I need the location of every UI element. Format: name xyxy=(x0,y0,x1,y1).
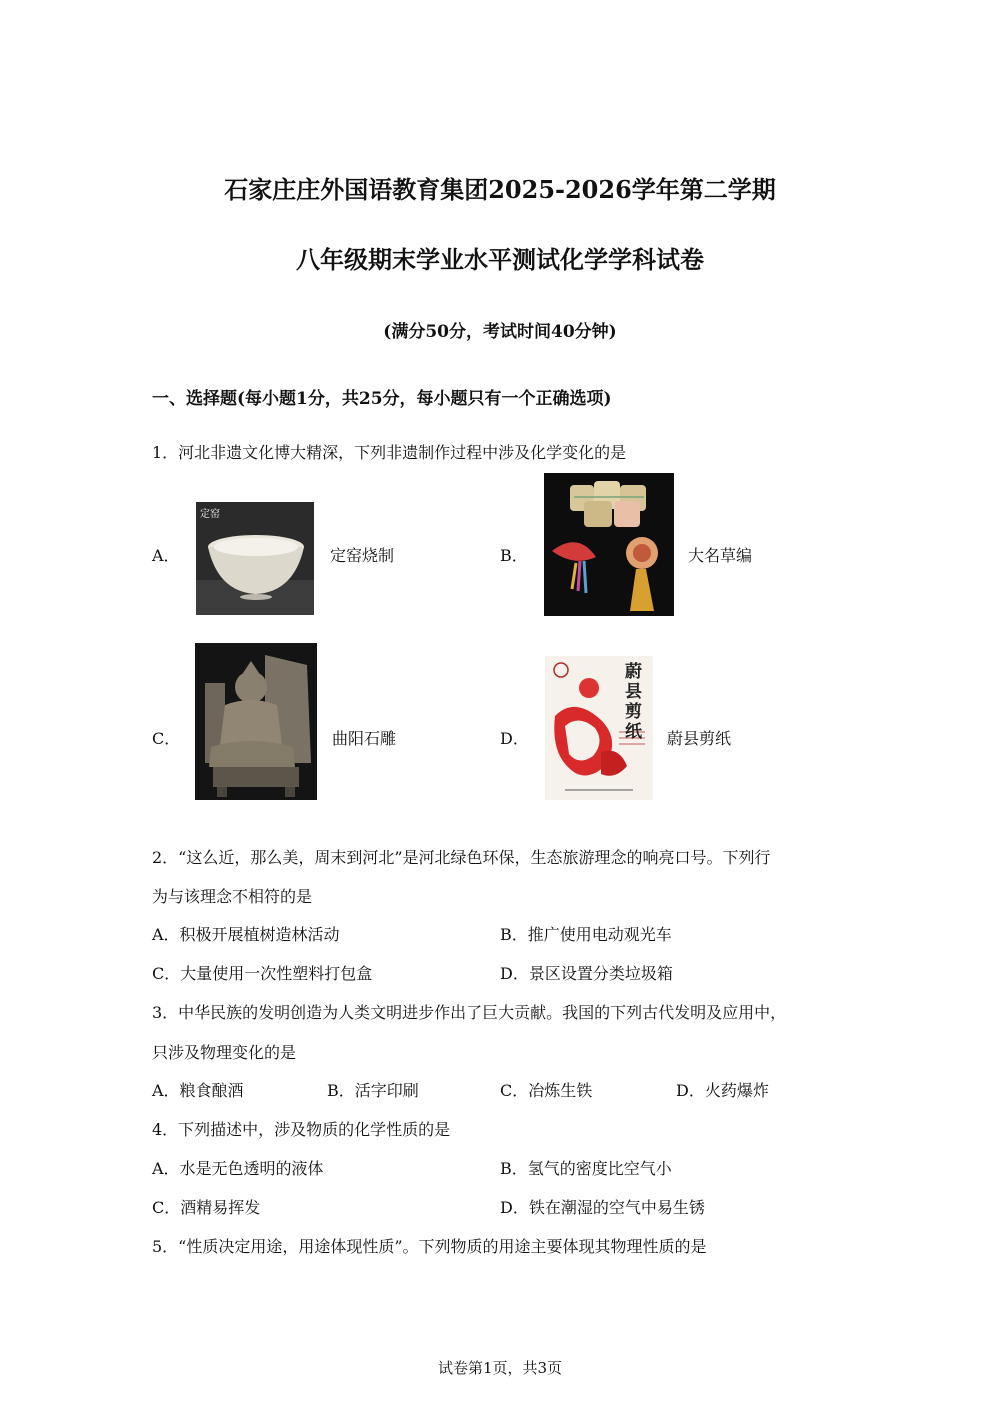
question-3-stem-line1: 3．中华民族的发明创造为人类文明进步作出了巨大贡献。我国的下列古代发明及应用中， xyxy=(152,1003,787,1022)
q3-option-a: A．粮食酿酒 xyxy=(152,1081,244,1100)
q1-option-d-letter: D． xyxy=(500,729,529,748)
q4-option-d: D．铁在潮湿的空气中易生锈 xyxy=(500,1198,705,1217)
question-2-stem-line1: 2．“这么近，那么美，周末到河北”是河北绿色环保，生态旅游理念的响亮口号。下列行 xyxy=(152,848,771,867)
page-footer: 试卷第1页，共3页 xyxy=(437,1359,563,1377)
exam-title-line1: 石家庄庄外国语教育集团2025-2026学年第二学期 xyxy=(224,175,776,204)
section-heading: 一、选择题(每小题1分，共25分，每小题只有一个正确选项) xyxy=(152,389,612,409)
q4-option-c: C．酒精易挥发 xyxy=(152,1198,261,1217)
question-2-stem-line2: 为与该理念不相符的是 xyxy=(152,887,313,906)
q3-option-b: B．活字印刷 xyxy=(327,1081,419,1100)
q2-option-c: C．大量使用一次性塑料打包盒 xyxy=(152,964,373,983)
q2-option-d: D．景区设置分类垃圾箱 xyxy=(500,964,673,983)
daming-straw-weaving-image xyxy=(544,473,674,616)
exam-title-line2: 八年级期末学业水平测试化学学科试卷 xyxy=(296,245,704,274)
q4-option-b: B．氢气的密度比空气小 xyxy=(500,1159,672,1178)
q2-option-a: A．积极开展植树造林活动 xyxy=(152,925,340,944)
yuxian-paper-cut-image xyxy=(545,656,653,800)
q4-option-a: A．水是无色透明的液体 xyxy=(152,1159,324,1178)
question-1-stem: 1．河北非遗文化博大精深，下列非遗制作过程中涉及化学变化的是 xyxy=(152,443,627,462)
q1-option-c-letter: C． xyxy=(152,729,181,748)
q2-option-b: B．推广使用电动观光车 xyxy=(500,925,672,944)
q3-option-c: C．冶炼生铁 xyxy=(500,1081,593,1100)
yuxian-image-label: 蔚县剪纸 xyxy=(625,662,642,742)
question-5-stem: 5．“性质决定用途，用途体现性质”。下列物质的用途主要体现其物理性质的是 xyxy=(152,1237,707,1256)
question-4-stem: 4．下列描述中，涉及物质的化学性质的是 xyxy=(152,1120,451,1139)
q3-option-d: D．火药爆炸 xyxy=(676,1081,769,1100)
dingyao-image-label: 定窑 xyxy=(200,509,220,520)
q1-option-a-letter: A． xyxy=(152,546,180,565)
quyang-stone-carving-image xyxy=(195,643,317,800)
dingyao-porcelain-bowl-image xyxy=(196,502,314,615)
q1-option-c-caption: 曲阳石雕 xyxy=(332,729,397,748)
q1-option-b-caption: 大名草编 xyxy=(688,546,753,565)
q1-option-d-caption: 蔚县剪纸 xyxy=(667,729,732,748)
exam-info: (满分50分，考试时间40分钟) xyxy=(383,322,617,342)
q1-option-a-caption: 定窑烧制 xyxy=(330,546,395,565)
question-3-stem-line2: 只涉及物理变化的是 xyxy=(152,1043,297,1062)
q1-option-b-letter: B． xyxy=(500,546,528,565)
